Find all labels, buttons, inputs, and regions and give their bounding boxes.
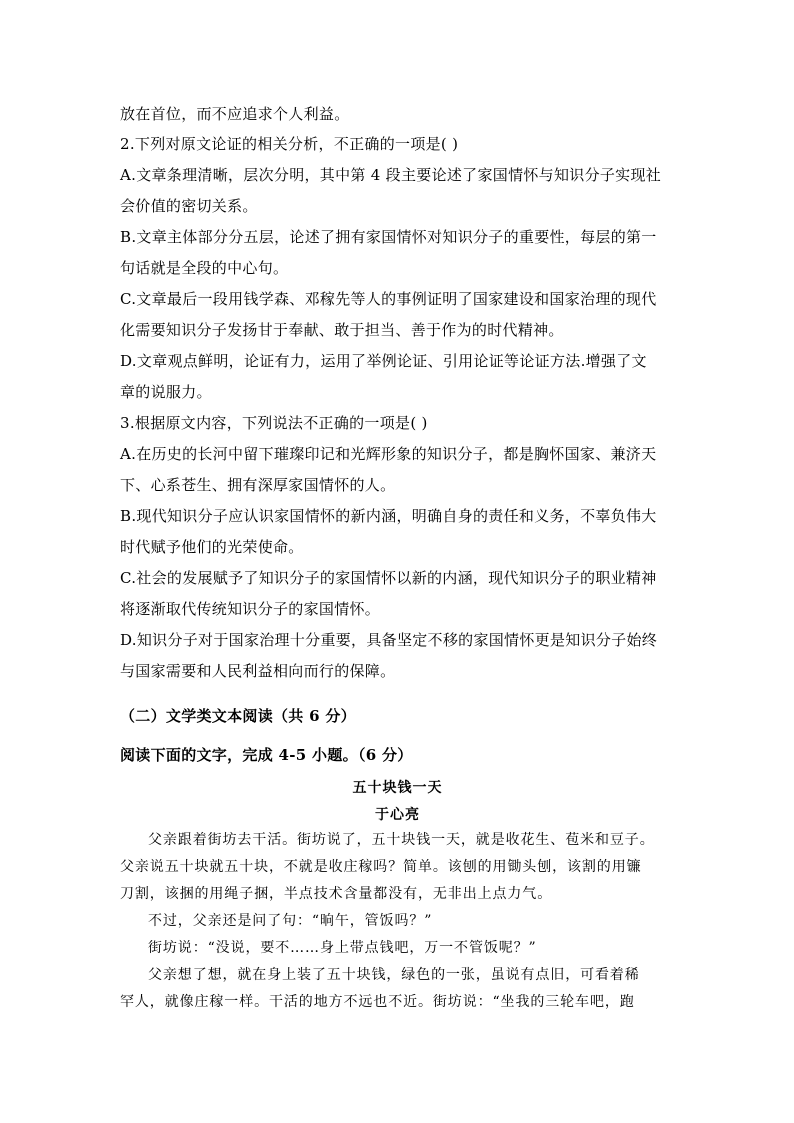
option-2b-cont: 句话就是全段的中心句。 [120, 259, 289, 277]
option-3d: D.知识分子对于国家治理十分重要，具备坚定不移的家国情怀更是知识分子始终 [120, 631, 658, 649]
story-paragraph-line: 街坊说：“没说，要不……身上带点钱吧，万一不管饭呢？” [148, 940, 537, 956]
story-paragraph-line: 父亲说五十块就五十块，不就是收庄稼吗？简单。该刨的用锄头刨，该割的用镰 [120, 859, 642, 875]
option-3a-cont: 下、心系苍生、拥有深厚家国情怀的人。 [120, 476, 396, 494]
option-2b: B.文章主体部分分五层，论述了拥有家国情怀对知识分子的重要性，每层的第一 [120, 228, 657, 246]
question-2-stem: 2.下列对原文论证的相关分析，不正确的一项是( ) [120, 135, 459, 153]
option-2d-cont: 章的说服力。 [120, 383, 212, 401]
reading-instruction: 阅读下面的文字，完成 4-5 小题。（6 分） [120, 746, 413, 764]
option-3b-cont: 时代赋予他们的光荣使命。 [120, 538, 304, 556]
option-3b: B.现代知识分子应认识家国情怀的新内涵，明确自身的责任和义务，不辜负伟大 [120, 507, 657, 525]
story-author: 于心亮 [375, 807, 420, 823]
option-3a: A.在历史的长河中留下璀璨印记和光辉形象的知识分子，都是胸怀国家、兼济天 [120, 445, 657, 463]
option-2a-cont: 会价值的密切关系。 [120, 197, 258, 215]
section-heading: （二）文学类文本阅读（共 6 分） [120, 707, 356, 725]
option-3d-cont: 与国家需要和人民利益相向而行的保障。 [120, 662, 396, 680]
story-paragraph-line: 罕人，就像庄稼一样。干活的地方不远也不近。街坊说：“坐我的三轮车吧，跑 [120, 994, 635, 1010]
story-title: 五十块钱一天 [352, 780, 443, 796]
option-2c-cont: 化需要知识分子发扬甘于奉献、敢于担当、善于作为的时代精神。 [120, 321, 564, 339]
question-3-stem: 3.根据原文内容，下列说法不正确的一项是( ) [120, 414, 428, 432]
option-2d: D.文章观点鲜明，论证有力，运用了举例论证、引用论证等论证方法.增强了文 [120, 352, 647, 370]
story-paragraph-line: 父亲想了想，就在身上装了五十块钱，绿色的一张，虽说有点旧，可看着稀 [148, 967, 640, 983]
story-paragraph-line: 父亲跟着街坊去干活。街坊说了，五十块钱一天，就是收花生、苞米和豆子。 [148, 832, 655, 848]
text-line: 放在首位，而不应追求个人利益。 [120, 105, 350, 123]
story-paragraph-line: 不过，父亲还是问了句：“晌午，管饭吗？” [148, 913, 433, 929]
option-2c: C.文章最后一段用钱学森、邓稼先等人的事例证明了国家建设和国家治理的现代 [120, 290, 657, 308]
option-2a: A.文章条理清晰，层次分明，其中第 4 段主要论述了家国情怀与知识分子实现社 [120, 166, 662, 184]
option-3c-cont: 将逐渐取代传统知识分子的家国情怀。 [120, 600, 381, 618]
option-3c: C.社会的发展赋予了知识分子的家国情怀以新的内涵，现代知识分子的职业精神 [120, 569, 657, 587]
story-paragraph-line: 刀割，该捆的用绳子捆，半点技术含量都没有，无非出上点力气。 [120, 886, 553, 902]
